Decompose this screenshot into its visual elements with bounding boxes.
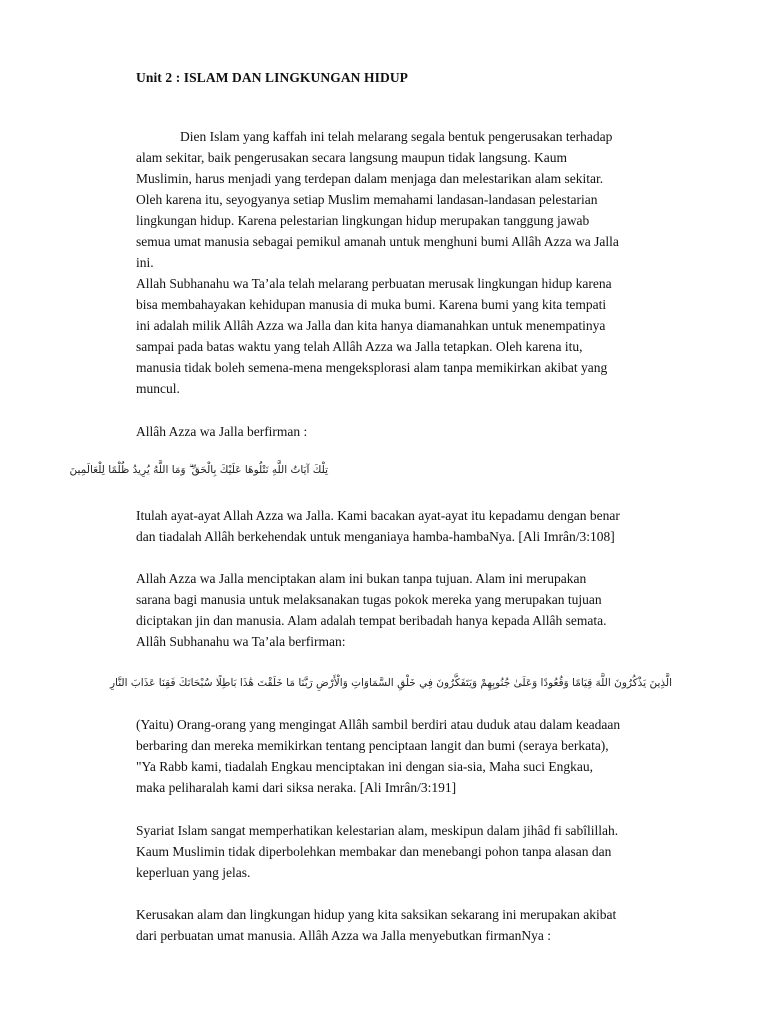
verse-translation-1 <box>136 505 696 547</box>
text-line: (Yaitu) Orang-orang yang mengingat Allâh sambil berdiri atau duduk atau dalam keadaan <box>136 717 621 732</box>
text-line: keperluan yang jelas. <box>136 865 251 880</box>
text-line: ini. <box>136 255 154 270</box>
text-line: Oleh karena itu, seyogyanya setiap Muslim memahami landasan-landasan pelestarian <box>136 192 598 207</box>
text-line: Dien Islam yang kaffah ini telah melarang segala bentuk pengerusakan terhadap <box>180 129 613 144</box>
text-line: Itulah ayat-ayat Allah Azza wa Jalla. Kami bacakan ayat-ayat itu kepadamu dengan benar <box>136 508 620 523</box>
text-line: bisa membahayakan kehidupan manusia di muka bumi. Karena bumi yang kita tempati <box>136 297 607 312</box>
text-line: Allah Subhanahu wa Ta’ala telah melarang perbuatan merusak lingkungan hidup karena <box>136 276 612 291</box>
arabic-verse-1: تِلْكَ آيَاتُ اللَّهِ نَتْلُوهَا عَلَيْكَ بِالْحَقِّ ۗ وَمَا اللَّهُ يُرِيدُ ظُلْمًا لِلْعَالَمِينَ <box>69 464 328 476</box>
paragraph-damage <box>136 904 696 946</box>
verse-intro-1 <box>136 421 696 442</box>
text-line: Syariat Islam sangat memperhatikan kelestarian alam, meskipun dalam jihâd fi sabîlillah. <box>136 823 619 838</box>
text-line: dan tiadalah Allâh berkehendak untuk menganiaya hamba-hambaNya. [Ali Imrân/3:108] <box>136 529 615 544</box>
arabic-verse-2: الَّذِينَ يَذْكُرُونَ اللَّهَ قِيَامًا وَقُعُودًا وَعَلَىٰ جُنُوبِهِمْ وَيَتَفَكَّرُونَ فِي خَلْقِ السَّمَاوَاتِ وَالْأَرْضِ رَبَّنَا مَا خَلَقْتَ هَٰذَا بَاطِلًا سُبْحَانَكَ فَقِنَا عَذَابَ النَّارِ <box>109 677 672 689</box>
text-line: ini adalah milik Allâh Azza wa Jalla dan kita hanya diamanahkan untuk menempatinya <box>136 318 606 333</box>
text-line: diciptakan jin dan manusia. Alam adalah tempat beribadah hanya kepada Allâh semata. <box>136 613 607 628</box>
paragraph-purpose <box>136 568 696 652</box>
text-line: Muslimin, harus menjadi yang terdepan dalam menjaga dan melestarikan alam sekitar. <box>136 171 604 186</box>
text-line: muncul. <box>136 381 180 396</box>
text-line: Allah Azza wa Jalla menciptakan alam ini bukan tanpa tujuan. Alam ini merupakan <box>136 571 587 586</box>
text-line: berbaring dan mereka memikirkan tentang penciptaan langit dan bumi (seraya berkata), <box>136 738 609 753</box>
text-line: sarana bagi manusia untuk melaksanakan tugas pokok mereka yang merupakan tujuan <box>136 592 602 607</box>
text-line: Allâh Subhanahu wa Ta’ala berfirman: <box>136 634 346 649</box>
text-line: lingkungan hidup. Karena pelestarian lingkungan hidup merupakan tanggung jawab <box>136 213 590 228</box>
document-title: Unit 2 : ISLAM DAN LINGKUNGAN HIDUP <box>136 70 409 85</box>
text-line: sampai pada batas waktu yang telah Allâh Azza wa Jalla tetapkan. Oleh karena itu, <box>136 339 583 354</box>
text-line: manusia tidak boleh semena-mena mengeksplorasi alam tanpa memikirkan akibat yang <box>136 360 608 375</box>
text-line: Allâh Azza wa Jalla berfirman : <box>136 424 308 439</box>
paragraph-intro <box>136 126 696 399</box>
text-line: Kerusakan alam dan lingkungan hidup yang kita saksikan sekarang ini merupakan akibat <box>136 907 617 922</box>
text-line: maka peliharalah kami dari siksa neraka. [Ali Imrân/3:191] <box>136 780 457 795</box>
text-line: dari perbuatan umat manusia. Allâh Azza wa Jalla menyebutkan firmanNya : <box>136 928 551 943</box>
verse-translation-2 <box>136 714 696 798</box>
text-line: semua umat manusia sebagai pemikul amanah untuk menghuni bumi Allâh Azza wa Jalla <box>136 234 619 249</box>
text-line: alam sekitar, baik pengerusakan secara langsung maupun tidak langsung. Kaum <box>136 150 567 165</box>
text-line: Kaum Muslimin tidak diperbolehkan membakar dan menebangi pohon tanpa alasan dan <box>136 844 612 859</box>
text-line: "Ya Rabb kami, tiadalah Engkau menciptakan ini dengan sia-sia, Maha suci Engkau, <box>136 759 594 774</box>
paragraph-sharia <box>136 820 696 883</box>
